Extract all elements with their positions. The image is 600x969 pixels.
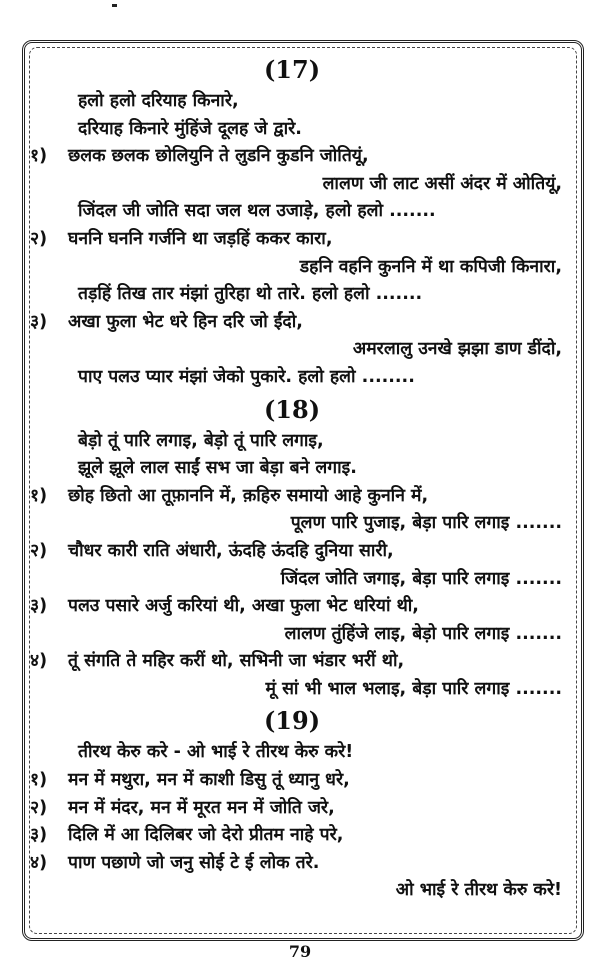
- verse-line: दरियाह किनारे मुंहिंजे दूलह जे द्वारे.: [78, 118, 302, 139]
- verse-line: [30, 483, 570, 511]
- verse-line: डहनि वहनि कुननि में था कपिजी किनारा,: [299, 256, 562, 277]
- verse-line: [30, 538, 570, 566]
- verse-text: पाण पछाणे जो जनु सोई टे ई लोक तरे.: [68, 852, 320, 873]
- verse-number: ४): [30, 852, 48, 873]
- verse-text: तूं संगति ते महिर करीं थो, सभिनी जा भंडार भरीं थो,: [68, 651, 405, 672]
- verse-line: [30, 795, 570, 823]
- verse-line: जिंदल जोति जगाइ, बेड़ा पारि लगाइ .......: [280, 568, 562, 589]
- verse-text: दिलि में आ दिलिबर जो देरो प्रीतम नाहे परे,: [68, 825, 344, 846]
- verse-line: तीरथ केरु करे - ओ भाई रे तीरथ केरु करे!: [78, 742, 354, 763]
- verse-text: छोह छितो आ तूफ़ाननि में, क़हिरु समायो आहे कुननि में,: [68, 485, 429, 506]
- verse-line: जिंदल जी जोति सदा जल थल उजाड़े, हलो हलो .......: [78, 201, 436, 222]
- verse-number: ३): [30, 596, 48, 617]
- verse-line: तड़हिं तिख तार मंझां तुरिहा थो तारे. हलो हलो .......: [78, 284, 423, 305]
- verse-line: [30, 593, 570, 621]
- song-heading-19: (19): [263, 706, 321, 736]
- verse-text: अखा फुला भेट धरे हिन दरि जो ईंदो,: [68, 311, 303, 332]
- verse-line: बेड़ो तूं पारि लगाइ, बेड़ो तूं पारि लगाइ,: [78, 430, 324, 451]
- verse-line: हलो हलो दरियाह किनारे,: [78, 91, 239, 111]
- verse-number: १): [30, 770, 48, 791]
- verse-number: ३): [30, 825, 48, 846]
- verse-number: १): [30, 485, 48, 506]
- verse-line: [30, 226, 570, 254]
- verse-line: लालण तुंहिंजे लाइ, बेड़ो पारि लगाइ .......: [284, 623, 562, 644]
- verse-line: पाए पलउ प्यार मंझां जेको पुकारे. हलो हलो ........: [78, 366, 415, 387]
- verse-text: घननि घननि गर्जनि था जड़हिं ककर कारा,: [68, 228, 333, 249]
- verse-number: २): [30, 540, 48, 561]
- verse-line: ओ भाई रे तीरथ केरु करे!: [395, 880, 562, 901]
- verse-line: मूं सां भी भाल भलाइ, बेड़ा पारि लगाइ .......: [265, 678, 562, 699]
- verse-line: [30, 648, 570, 676]
- top-ink-mark: [112, 4, 117, 7]
- verse-line: अमरलालु उनखे झझा डाण डींदो,: [352, 339, 562, 360]
- verse-text: मन में मथुरा, मन में काशी डिसु तूं ध्यानु धरे,: [68, 770, 350, 791]
- verse-line: लालण जी लाट असीं अंदर में ओतियूं,: [322, 173, 562, 194]
- verse-line: [30, 850, 570, 878]
- verse-number: २): [30, 228, 48, 249]
- verse-number: ४): [30, 651, 48, 672]
- verse-line: [30, 309, 570, 337]
- song-heading-17: (17): [263, 55, 321, 84]
- verse-number: २): [30, 797, 48, 818]
- verse-number: १): [30, 146, 48, 167]
- verse-line: [30, 767, 570, 795]
- verse-text: पलउ पसारे अर्जु करियां थी, अखा फुला भेट धरियां थी,: [68, 596, 419, 617]
- verse-line: झूले झूले लाल साईं सभ जा बेड़ा बने लगाइ.: [78, 458, 357, 479]
- verse-line: [30, 822, 570, 850]
- verse-text: चौधर कारी राति अंधारी, ऊंदहि ऊंदहि दुनिया सारी,: [68, 540, 394, 561]
- verse-number: ३): [30, 311, 48, 332]
- verse-text: छलक छलक छोलियुनि ते लुडनि कुडनि जोतियूं,: [68, 146, 369, 167]
- verse-text: मन में मंदर, मन में मूरत मन में जोति जरे,: [68, 797, 335, 818]
- verse-line: पूलण पारि पुजाइ, बेड़ा पारि लगाइ .......: [290, 513, 562, 534]
- verse-line: [30, 143, 570, 171]
- page-number: 79: [288, 942, 312, 961]
- song-heading-18: (18): [263, 394, 321, 424]
- page-content: [30, 52, 570, 905]
